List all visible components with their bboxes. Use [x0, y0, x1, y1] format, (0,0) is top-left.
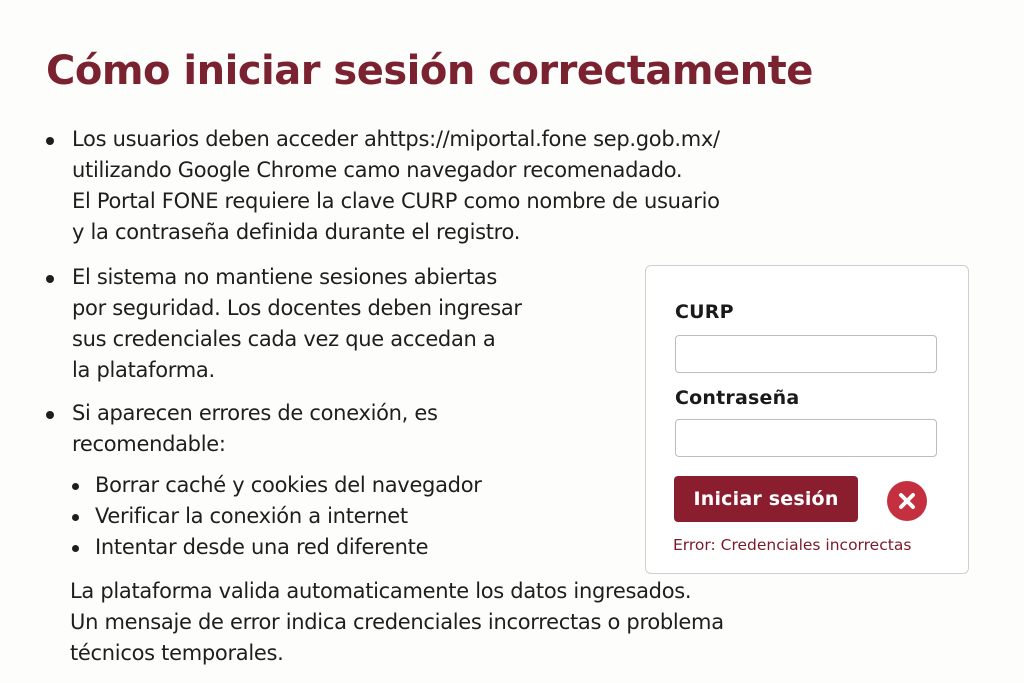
- login-form-card: [645, 265, 969, 574]
- sub-item-text: Verificar la conexión a internet: [95, 504, 408, 528]
- bullet-line: recomendable:: [72, 432, 226, 456]
- sub-item-clear-cache: [72, 470, 482, 501]
- bullet-line: por seguridad. Los docentes deben ingresar: [72, 296, 522, 320]
- footer-line: Un mensaje de error indica credenciales incorrectas o problema: [70, 610, 724, 634]
- bullet-dot: [72, 545, 79, 552]
- sub-item-text: Intentar desde una red diferente: [95, 535, 429, 559]
- bullet-line: El sistema no mantiene sesiones abiertas: [72, 265, 497, 289]
- bullet-dot: [72, 514, 79, 521]
- x-circle-icon: [887, 481, 927, 521]
- bullet-line: la plataforma.: [72, 358, 215, 382]
- bullet-line: Si aparecen errores de conexión, es: [72, 401, 438, 425]
- bullet-dot: [46, 275, 54, 283]
- password-label: Contraseña: [675, 387, 800, 409]
- sub-item-different-network: [72, 532, 428, 563]
- footer-note: [70, 576, 724, 669]
- page-title: Cómo iniciar sesión correctamente: [46, 48, 813, 94]
- footer-line: La plataforma valida automaticamente los datos ingresados.: [70, 579, 692, 603]
- bullet-connection-errors: [46, 398, 438, 460]
- bullet-dot: [46, 411, 54, 419]
- sub-item-text: Borrar caché y cookies del navegador: [95, 473, 482, 497]
- bullet-line: y la contraseña definida durante el registro.: [72, 220, 521, 244]
- bullet-line: sus credenciales cada vez que accedan a: [72, 327, 496, 351]
- bullet-line: El Portal FONE requiere la clave CURP como nombre de usuario: [72, 189, 720, 213]
- curp-input[interactable]: [675, 335, 937, 373]
- bullet-line: utilizando Google Chrome camo navegador recomenadado.: [72, 158, 683, 182]
- login-button[interactable]: Iniciar sesión: [674, 476, 858, 522]
- password-input[interactable]: [675, 419, 937, 457]
- footer-line: técnicos temporales.: [70, 641, 284, 665]
- bullet-dot: [72, 483, 79, 490]
- bullet-session-info: [46, 262, 522, 386]
- bullet-line: Los usuarios deben acceder ahttps://miportal.fone sep.gob.mx/: [72, 127, 720, 151]
- bullet-access-info: [46, 124, 720, 248]
- error-message: Error: Credenciales incorrectas: [673, 536, 912, 554]
- curp-label: CURP: [675, 301, 734, 323]
- sub-item-check-connection: [72, 501, 408, 532]
- bullet-dot: [46, 137, 54, 145]
